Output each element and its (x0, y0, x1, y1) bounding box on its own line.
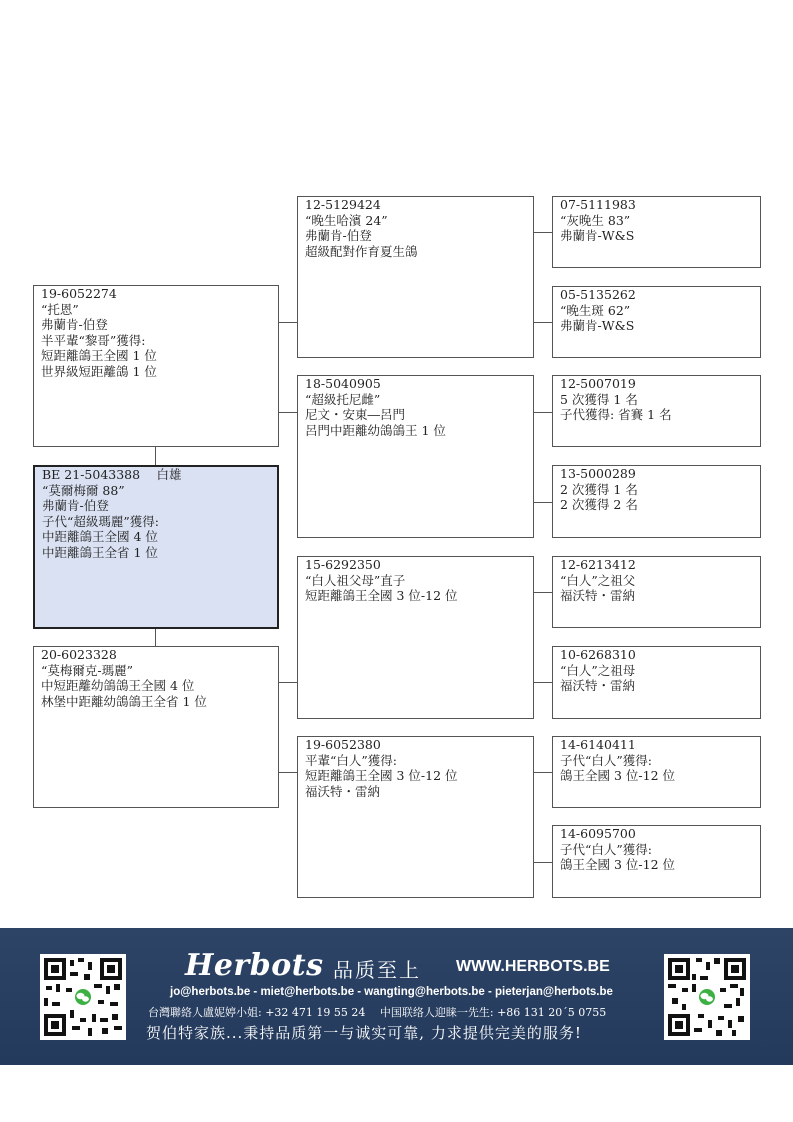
pedigree-text-line: 超級配對作育夏生鴿 (305, 243, 418, 259)
dss-card (552, 556, 761, 628)
pedigree-text-line: 尼文・安東―呂門 (305, 407, 406, 422)
pedigree-text-line: 2 次獲得 2 名 (560, 497, 638, 512)
pedigree-text-line: “白人祖父母”直子 (305, 572, 406, 588)
ring-number: 10-6268310 (560, 647, 636, 662)
pedigree-text-line: 子代獲得: 省賽 1 名 (560, 407, 672, 422)
ring-number: 14-6095700 (560, 826, 636, 841)
ring-number: 14-6140411 (560, 737, 636, 752)
dam-dam-card (297, 736, 534, 898)
connector (279, 412, 297, 413)
pedigree-text-line: 中短距離幼鴿鴿王全國 4 位 (41, 678, 195, 693)
brand-tagline: 品质至上 (333, 958, 421, 982)
pedigree-text-line: 中距離鴿王全省 1 位 (42, 544, 158, 560)
pedigree-text-line: “白人”之祖父 (560, 572, 636, 588)
qr-code-pattern (44, 958, 122, 1036)
pedigree-text-line: 弗蘭肯-W&S (560, 318, 635, 333)
qr-code-pattern (668, 958, 746, 1036)
ring-number: 12-5007019 (560, 376, 636, 391)
ring-number: 19-6052274 (41, 286, 117, 301)
pedigree-text-line: 5 次獲得 1 名 (560, 391, 638, 407)
dam-sire-card (297, 556, 534, 719)
pedigree-text-line: 弗蘭肯-伯登 (42, 498, 109, 513)
ring-number: 18-5040905 (305, 376, 381, 391)
pedigree-text-line: 弗蘭肯-伯登 (41, 317, 108, 332)
connector (155, 629, 156, 646)
pedigree-text-line: “莫爾梅爾 88” (42, 482, 125, 498)
connector (279, 682, 297, 683)
ring-number: 15-6292350 (305, 557, 381, 572)
connector (534, 862, 552, 863)
herbots-logo: Herbots (185, 948, 324, 983)
connector (534, 412, 552, 413)
pedigree-text-line: 短距離鴿王全國 1 位 (41, 348, 157, 363)
connector (534, 322, 552, 323)
ddd-card (552, 825, 761, 898)
pedigree-text-line: 鴿王全國 3 位-12 位 (560, 857, 676, 872)
ring-number: 19-6052380 (305, 737, 381, 752)
connector (279, 772, 297, 773)
connector (534, 682, 552, 683)
connector (534, 772, 552, 773)
ring-number: 07-5111983 (560, 197, 636, 212)
pedigree-text-line: 福沃特・雷納 (560, 588, 636, 603)
pedigree-text-line: 子代“白人”獲得: (560, 752, 652, 768)
ring-number: 12-6213412 (560, 557, 636, 572)
dsd-card (552, 646, 761, 719)
sire-dam-card (297, 375, 534, 538)
pedigree-text-line: 弗蘭肯-W&S (560, 228, 635, 243)
pedigree-text-line: “晚生斑 62” (560, 302, 631, 318)
sss-card (552, 196, 761, 268)
pedigree-text-line: 子代“超級瑪麗”獲得: (42, 513, 159, 529)
website-link[interactable]: WWW.HERBOTS.BE (456, 958, 610, 975)
ring-number: 13-5000289 (560, 466, 636, 481)
pedigree-text-line: 平輩“白人”獲得: (305, 752, 397, 768)
pedigree-text-line: 2 次獲得 1 名 (560, 481, 638, 497)
sire-sire-card (297, 196, 534, 358)
subject-pigeon-card (33, 465, 279, 629)
dam-card (33, 646, 279, 808)
pedigree-text-line: 福沃特・雷納 (305, 783, 381, 799)
footer-banner (0, 928, 793, 1065)
connector (534, 232, 552, 233)
ring-number: BE 21-5043388 白雄 (42, 467, 182, 482)
qr-code-right[interactable] (664, 954, 750, 1040)
pedigree-text-line: 世界級短距離鴿 1 位 (41, 363, 157, 379)
sire-card (33, 285, 279, 447)
pedigree-text-line: 短距離鴿王全國 3 位-12 位 (305, 768, 458, 783)
qr-code-left[interactable] (40, 954, 126, 1040)
pedigree-text-line: “莫梅爾克-瑪麗” (41, 662, 134, 678)
connector (534, 502, 552, 503)
email-addresses[interactable]: jo@herbots.be - miet@herbots.be - wangting@herbots.be - pieterjan@herbots.be (170, 986, 613, 998)
pedigree-text-line: 子代“白人”獲得: (560, 841, 652, 857)
pedigree-text-line: “超級托尼雌” (305, 391, 381, 407)
pedigree-text-line: 鴿王全國 3 位-12 位 (560, 768, 676, 783)
slogan: 贺伯特家族...秉持品质第一与诚实可靠, 力求提供完美的服务! (146, 1024, 582, 1042)
connector (279, 322, 297, 323)
pedigree-text-line: “晚生哈濱 24” (305, 212, 388, 228)
pedigree-text-line: “白人”之祖母 (560, 662, 636, 678)
dds-card (552, 736, 761, 808)
pedigree-text-line: “灰晚生 83” (560, 212, 631, 228)
sds-card (552, 375, 761, 447)
connector (534, 592, 552, 593)
pedigree-text-line: 短距離鴿王全國 3 位-12 位 (305, 588, 458, 603)
sdd-card (552, 465, 761, 538)
connector (155, 447, 156, 465)
pedigree-text-line: 林堡中距離幼鴿鴿王全省 1 位 (41, 693, 207, 709)
pedigree-text-line: 福沃特・雷納 (560, 678, 636, 693)
pedigree-text-line: 中距離鴿王全國 4 位 (42, 529, 158, 544)
ring-number: 20-6023328 (41, 647, 117, 662)
pedigree-text-line: 弗蘭肯-伯登 (305, 228, 372, 243)
pedigree-text-line: 半平輩“黎哥”獲得: (41, 332, 146, 348)
ring-number: 05-5135262 (560, 287, 636, 302)
ring-number: 12-5129424 (305, 197, 381, 212)
ssd-card (552, 286, 761, 358)
pedigree-text-line: “托恩” (41, 301, 79, 317)
contact-persons: 台灣聯絡人盧妮婷小姐: +32 471 19 55 24 中国联络人迎睐一先生: +86 131 20´5 0755 (148, 1006, 607, 1019)
pedigree-text-line: 呂門中距離幼鴿鴿王 1 位 (305, 422, 446, 438)
